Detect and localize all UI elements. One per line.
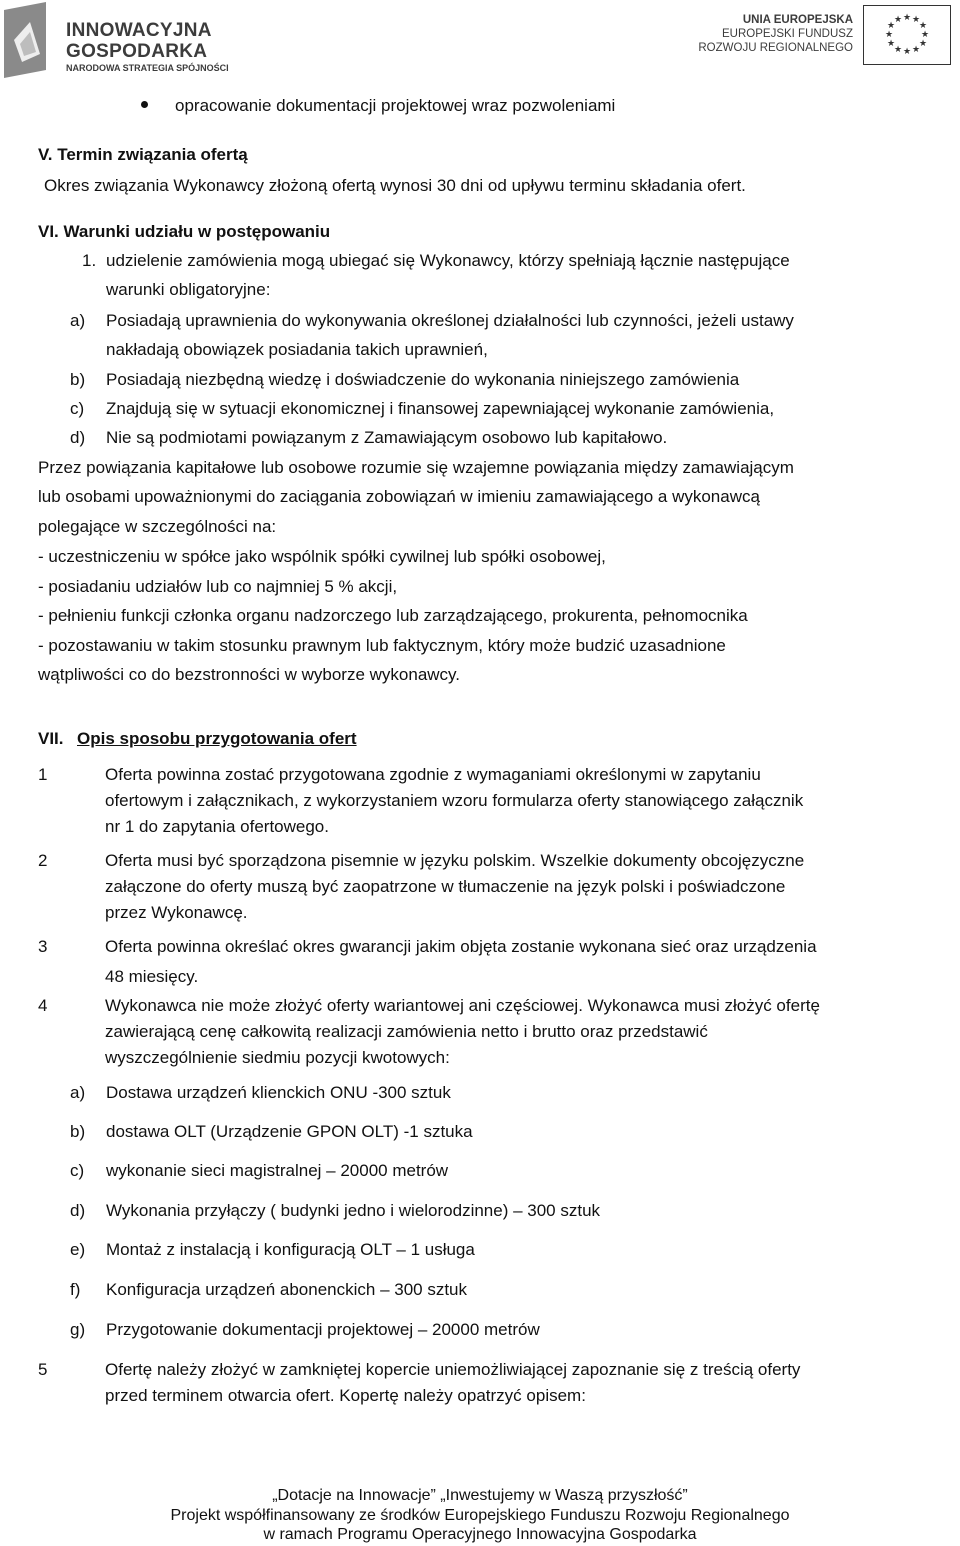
position-text: Wykonania przyłączy ( budynki jedno i wielorodzinne) – 300 sztuk (106, 1201, 601, 1220)
footer-line2: Projekt współfinansowany ze środków Europejskiego Funduszu Rozwoju Regionalnego (170, 1507, 790, 1524)
condition-letter: d) (70, 428, 86, 447)
item-text: wyszczególnienie siedmiu pozycji kwotowych: (105, 1048, 450, 1067)
item-number: 4 (38, 996, 48, 1015)
paragraph-line: lub osobami upoważnionymi do zaciągania zobowiązań w imieniu zamawiającego a wykonawcą (38, 487, 760, 506)
bullet-item: opracowanie dokumentacji projektowej wraz pozwoleniami (175, 96, 616, 115)
item-text: nr 1 do zapytania ofertowego. (105, 817, 329, 836)
position-letter: e) (70, 1240, 86, 1259)
svg-text:★: ★ (918, 39, 928, 49)
position-letter: f) (70, 1280, 81, 1299)
condition-text: Posiadają uprawnienia do wykonywania określonej działalności lub czynności, jeżeli ustawy (106, 311, 794, 330)
footer-line1: „Dotacje na Innowacje” „Inwestujemy w Waszą przyszłość” (272, 1487, 688, 1504)
svg-text:★: ★ (920, 30, 930, 40)
condition-letter: c) (70, 399, 85, 418)
svg-text:★: ★ (893, 45, 903, 55)
item-number: 3 (38, 937, 48, 956)
position-letter: d) (70, 1201, 86, 1220)
position-letter: g) (70, 1320, 86, 1339)
svg-text:★: ★ (884, 30, 894, 40)
section-vii-heading: Opis sposobu przygotowania ofert (77, 729, 357, 748)
item-text: przez Wykonawcę. (105, 903, 248, 922)
svg-text:★: ★ (911, 15, 921, 25)
eu-text-line1: UNIA EUROPEJSKA (742, 14, 853, 26)
position-text: wykonanie sieci magistralnej – 20000 metrów (106, 1161, 449, 1180)
paragraph-line: - uczestniczeniu w spółce jako wspólnik spółki cywilnej lub spółki osobowej, (38, 547, 606, 566)
svg-text:★: ★ (893, 15, 903, 25)
item-text: Oferta powinna zostać przygotowana zgodnie z wymaganiami określonymi w zapytaniu (105, 765, 761, 784)
svg-text:★: ★ (902, 13, 912, 23)
item-number: 1 (38, 765, 48, 784)
eu-text-line3: ROZWOJU REGIONALNEGO (698, 42, 853, 54)
item-number: 5 (38, 1360, 48, 1379)
position-text: Montaż z instalacją i konfiguracją OLT – 1 usługa (106, 1240, 475, 1259)
bullet-icon (141, 101, 148, 108)
eu-text-line2: EUROPEJSKI FUNDUSZ (722, 28, 853, 40)
paragraph-line: - posiadaniu udziałów lub co najmniej 5 % akcji, (38, 577, 398, 596)
ig-emblem-icon (0, 0, 64, 80)
position-text: dostawa OLT (Urządzenie GPON OLT) -1 sztuka (106, 1122, 473, 1141)
item-text: zawierającą cenę całkowitą realizacji zamówienia netto i brutto oraz przedstawić (105, 1022, 708, 1041)
item-text: 48 miesięcy. (105, 967, 199, 986)
logo-text-line1: INNOWACYJNA (66, 20, 212, 41)
paragraph-line: - pozostawaniu w takim stosunku prawnym lub faktycznym, który może budzić uzasadnione (38, 636, 726, 655)
paragraph-line: Przez powiązania kapitałowe lub osobowe rozumie się wzajemne powiązania między zamawiającym (38, 458, 794, 477)
condition-letter: b) (70, 370, 86, 389)
position-letter: a) (70, 1083, 86, 1102)
position-letter: b) (70, 1122, 86, 1141)
condition-text: Nie są podmiotami powiązanym z Zamawiającym osobowo lub kapitałowo. (106, 428, 668, 447)
section-v-text: Okres związania Wykonawcy złożoną ofertą wynosi 30 dni od upływu terminu składania ofert. (44, 176, 746, 195)
position-text: Przygotowanie dokumentacji projektowej – 20000 metrów (106, 1320, 540, 1339)
section-vi-heading: VI. Warunki udziału w postępowaniu (38, 222, 331, 241)
condition-text: Znajdują się w sytuacji ekonomicznej i finansowej zapewniającej wykonanie zamówienia, (106, 399, 775, 418)
item-number: 2 (38, 851, 48, 870)
eu-flag-icon (863, 5, 951, 65)
item-text: Oferta musi być sporządzona pisemnie w języku polskim. Wszelkie dokumenty obcojęzyczne (105, 851, 805, 870)
svg-text:★: ★ (886, 39, 896, 49)
condition-text: Posiadają niezbędną wiedzę i doświadczenie do wykonania niniejszego zamówienia (106, 370, 740, 389)
svg-text:★: ★ (886, 21, 896, 31)
svg-text:★: ★ (918, 21, 928, 31)
logo-text-line2: GOSPODARKA (66, 41, 208, 62)
condition-letter: a) (70, 311, 86, 330)
section-vi-item-line1: udzielenie zamówienia mogą ubiegać się Wykonawcy, którzy spełniają łącznie następujące (106, 251, 790, 270)
position-text: Konfiguracja urządzeń abonenckich – 300 sztuk (106, 1280, 468, 1299)
item-text: Ofertę należy złożyć w zamkniętej kopercie uniemożliwiającej zapoznanie się z treścią oferty (105, 1360, 801, 1379)
paragraph-line: - pełnieniu funkcji członka organu nadzorczego lub zarządzającego, prokurenta, pełnomocnika (38, 606, 748, 625)
item-text: Oferta powinna określać okres gwarancji jakim objęta zostanie wykonana sieć oraz urządzenia (105, 937, 817, 956)
condition-text-cont: nakładają obowiązek posiadania takich uprawnień, (106, 340, 488, 359)
position-letter: c) (70, 1161, 85, 1180)
section-v-heading: V. Termin związania ofertą (38, 145, 248, 164)
svg-text:★: ★ (911, 45, 921, 55)
position-text: Dostawa urządzeń klienckich ONU -300 sztuk (106, 1083, 451, 1102)
item-text: załączone do oferty muszą być zaopatrzone w tłumaczenie na język polski i poświadczone (105, 877, 786, 896)
svg-text:★: ★ (902, 47, 912, 57)
logo-text-line3: NARODOWA STRATEGIA SPÓJNOŚCI (66, 63, 229, 73)
section-vii-number: VII. (38, 729, 64, 748)
footer-line3: w ramach Programu Operacyjnego Innowacyjna Gospodarka (263, 1526, 697, 1543)
item-text: ofertowym i załącznikach, z wykorzystaniem wzoru formularza oferty stanowiącego załącznik (105, 791, 804, 810)
paragraph-line: polegające w szczególności na: (38, 517, 277, 536)
item-text: przed terminem otwarcia ofert. Kopertę należy opatrzyć opisem: (105, 1386, 586, 1405)
section-vi-item-number: 1. (82, 251, 97, 270)
paragraph-line: wątpliwości co do bezstronności w wyborze wykonawcy. (38, 665, 461, 684)
section-vi-item-line2: warunki obligatoryjne: (106, 280, 271, 299)
item-text: Wykonawca nie może złożyć oferty wariantowej ani częściowej. Wykonawca musi złożyć ofertę (105, 996, 820, 1015)
